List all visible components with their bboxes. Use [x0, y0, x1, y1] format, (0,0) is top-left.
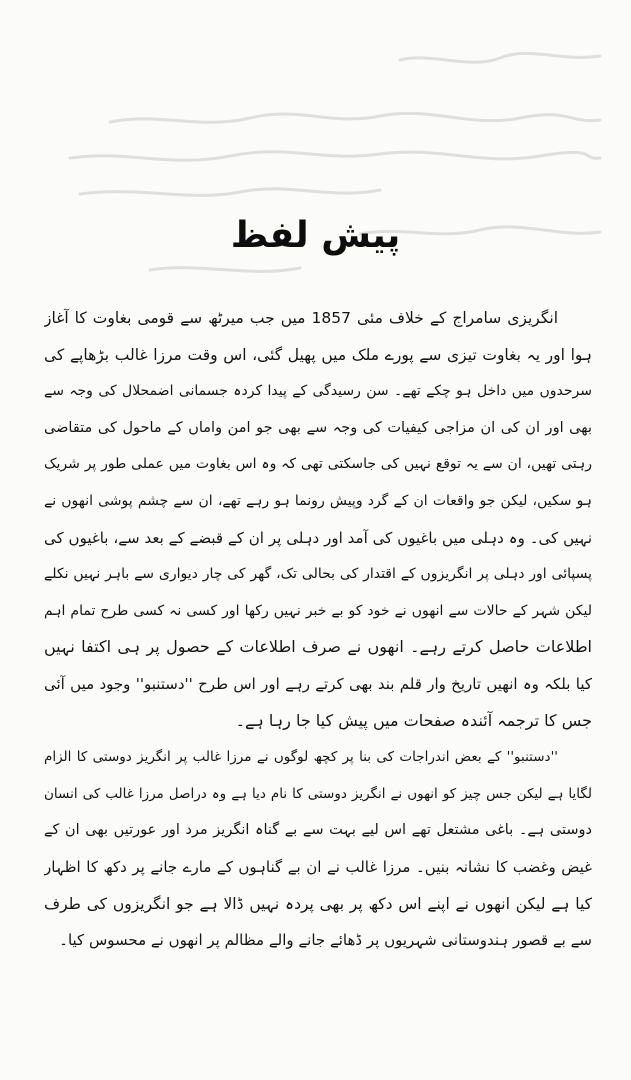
text-line: پسپائی اور دہلی پر انگریزوں کے اقتدار کی بحالی تک، گھر کی چار دیواری سے باہر نہیں نکلے [44, 566, 592, 583]
text-line: ہوا اور یہ بغاوت تیزی سے پورے ملک میں پھیل گئی، اس وقت مرزا غالب بڑھاپے کی [44, 345, 592, 364]
page-title: پیش لفظ [230, 215, 401, 256]
text-line: ''دستنبو'' کے بعض اندراجات کی بنا پر کچھ لوگوں نے مرزا غالب پر انگریز دوستی کا الزام [44, 749, 558, 766]
text-line: سے بے قصور ہندوستانی شہریوں پر ڈھائے جانے والے مظالم پر انھوں نے محسوس کیا۔ [59, 931, 592, 950]
text-line: انگریزی سامراج کے خلاف مئی 1857 میں جب میرٹھ سے قومی بغاوت کا آغاز [44, 309, 559, 327]
text-line: ہو سکیں، لیکن جو واقعات ان کے گرد وپیش رونما ہو رہے تھے، ان سے چشم پوشی انھوں نے [44, 492, 592, 509]
text-line: کیا ہے لیکن انھوں نے اپنے اس دکھ پر بھی پردہ نہیں ڈالا ہے جو انگریزوں کی طرف [44, 894, 592, 913]
text-line: غیض وغضب کا نشانہ بنیں۔ مرزا غالب نے ان بے گناہوں کے مارے جانے پر دکھ کا اظہار [44, 857, 592, 876]
text-line: لگایا ہے لیکن جس چیز کو انھوں نے انگریز دوستی کا نام دیا ہے وہ دراصل مرزا غالب کی انسان [44, 785, 592, 802]
body-text [44, 300, 592, 959]
text-line: بھی اور ان کی ان مزاجی کیفیات کی وجہ سے بھی جو امن واماں کے ماحول کی متقاضی [44, 419, 592, 436]
text-line: لیکن شہر کے حالات سے انھوں نے خود کو بے خبر نہیں رکھا اور کسی نہ کسی طرح تمام اہم [44, 602, 592, 619]
paragraph [44, 300, 592, 739]
text-line: دوستی ہے۔ باغی مشتعل تھے اس لیے بہت سے بے گناہ انگریز مرد اور عورتیں بھی ان کے [44, 822, 592, 839]
text-line: رہتی تھیں، ان سے یہ توقع نہیں کی جاسکتی تھی کہ وہ اس بغاوت میں عملی طور پر شریک [44, 456, 592, 473]
text-line: جس کا ترجمہ آئندہ صفحات میں پیش کیا جا رہا ہے۔ [235, 710, 592, 730]
text-line: اطلاعات حاصل کرتے رہے۔ انھوں نے صرف اطلاعات کے حصول پر ہی اکتفا نہیں [44, 637, 592, 657]
text-line: کیا بلکہ وہ انھیں تاریخ وار قلم بند بھی کرتے رہے اور اس طرح ''دستنبو'' وجود میں آئی [44, 674, 592, 693]
paragraph [44, 739, 592, 959]
text-line: سرحدوں میں داخل ہو چکے تھے۔ سن رسیدگی کے پیدا کردہ جسمانی اضمحلال کی وجہ سے [44, 383, 592, 400]
text-line: نہیں کی۔ وہ دہلی میں باغیوں کی آمد اور دہلی پر ان کے قبضے کے بعد سے، باغیوں کی [44, 528, 592, 547]
